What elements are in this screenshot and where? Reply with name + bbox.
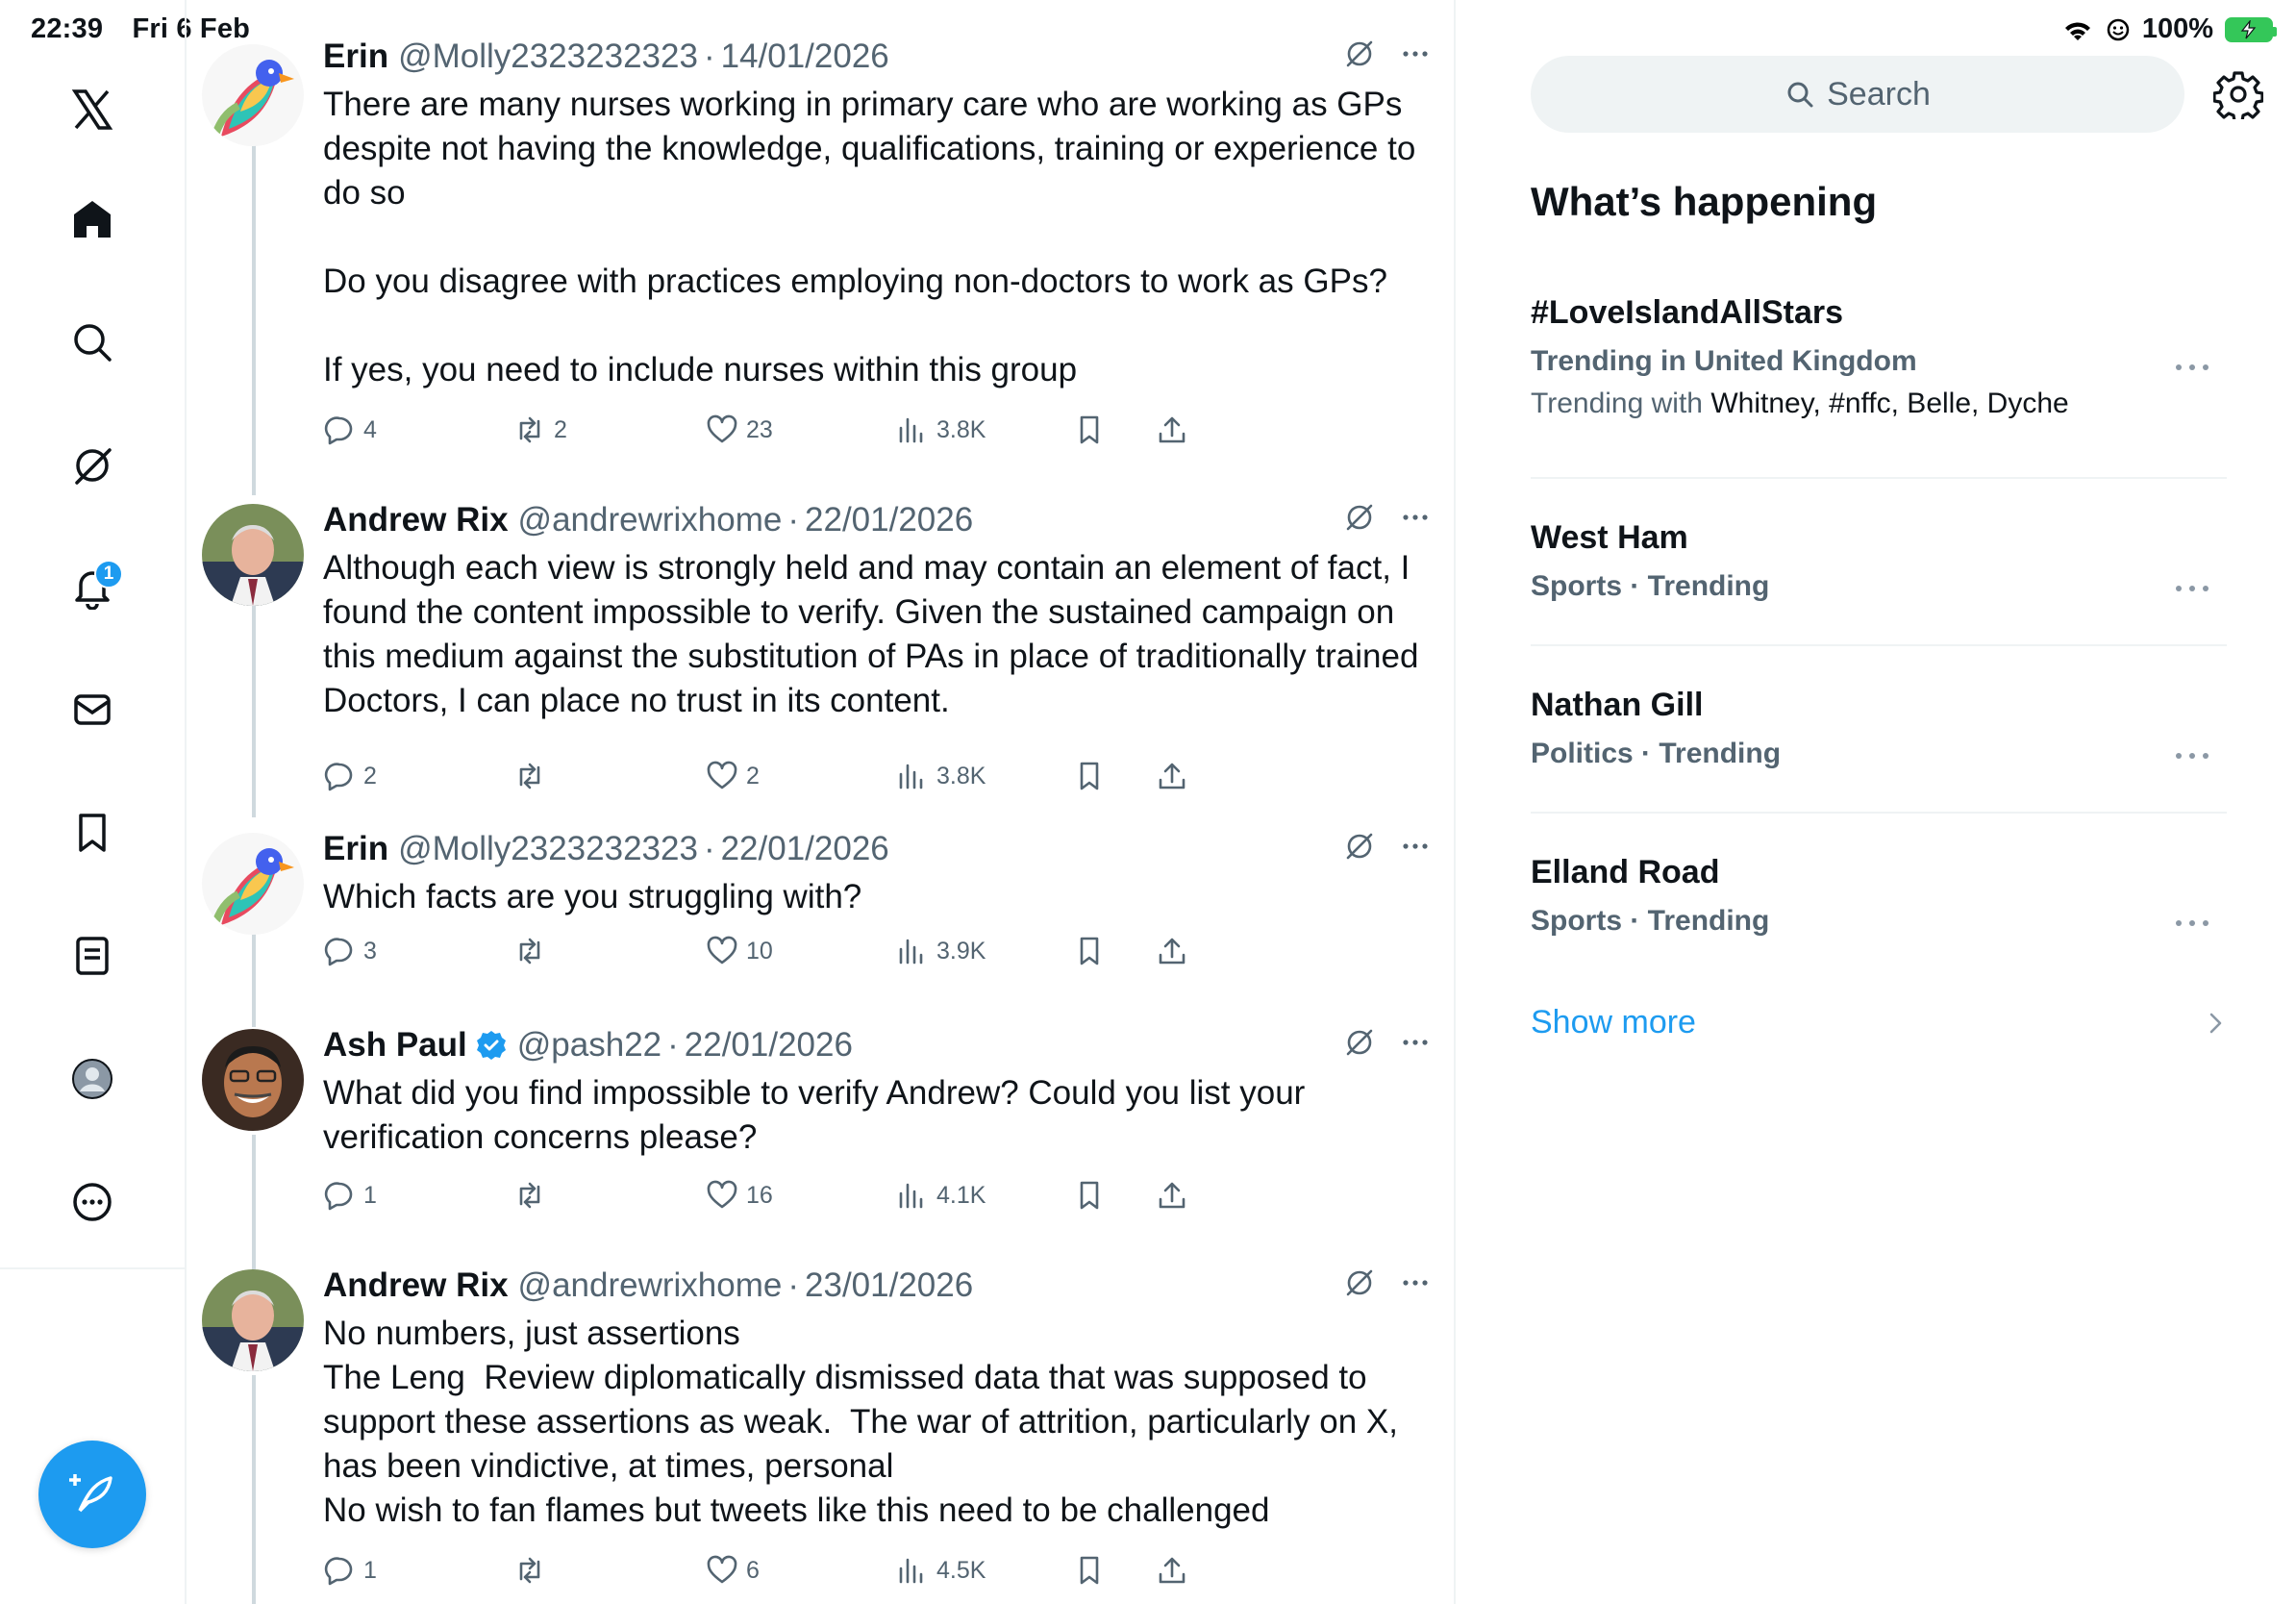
search-bar[interactable]: [1531, 56, 2184, 133]
author-name[interactable]: Erin: [323, 830, 389, 867]
trend-item[interactable]: [1531, 519, 2227, 603]
view-count: 3.8K: [936, 762, 986, 789]
views-chart-icon: [896, 414, 929, 446]
status-time: 22:39: [31, 13, 104, 44]
nav-divider: [0, 1267, 185, 1269]
share-button[interactable]: [1156, 1554, 1188, 1587]
reply-icon: [323, 935, 356, 967]
show-more-link[interactable]: Show more: [1531, 1004, 1696, 1040]
tweet-text: What did you find impossible to verify Andrew? Could you list your verification concerns please?: [323, 1074, 1315, 1156]
compose-post-button[interactable]: [38, 1441, 146, 1548]
chevron-right-icon[interactable]: [2206, 1010, 2227, 1037]
heart-icon: [706, 1554, 738, 1587]
views-button[interactable]: [896, 414, 986, 446]
explore-search-icon[interactable]: [58, 308, 127, 377]
tweet-tools: [1342, 500, 1433, 535]
author-handle[interactable]: @pash22: [516, 1026, 662, 1064]
view-count: 3.8K: [936, 415, 986, 443]
reply-icon: [323, 1554, 356, 1587]
author-name[interactable]: Andrew Rix: [323, 1266, 509, 1304]
tweet-actions: [323, 760, 1419, 802]
bookmark-icon: [1073, 760, 1106, 792]
reply-button[interactable]: [323, 935, 377, 967]
tweet-tools: [1342, 829, 1433, 864]
views-chart-icon: [896, 760, 929, 792]
grok-icon[interactable]: [1342, 829, 1377, 864]
tweet-header: [323, 500, 1419, 540]
reply-icon: [323, 1179, 356, 1212]
bookmark-icon: [1073, 1554, 1106, 1587]
conversation-timeline: [187, 0, 1456, 1604]
tweet-header: [323, 829, 1419, 869]
repost-button[interactable]: [513, 1179, 554, 1212]
tweet-tools: [1342, 1025, 1433, 1060]
bookmark-icon: [1073, 935, 1106, 967]
view-count: 3.9K: [936, 937, 986, 965]
more-dots-icon[interactable]: [1398, 37, 1433, 71]
avatar-ash-paul[interactable]: [202, 1029, 304, 1131]
trend-item[interactable]: [1531, 854, 2227, 938]
more-dots-icon[interactable]: [1398, 829, 1433, 864]
tweet-tools: [1342, 37, 1433, 71]
author-handle[interactable]: @andrewrixhome: [517, 501, 783, 539]
trend-context: Sports · Trending: [1531, 570, 1770, 602]
repost-icon: [513, 935, 546, 967]
thread-connector: [252, 931, 256, 1027]
grok-icon[interactable]: [1342, 500, 1377, 535]
trend-name: Elland Road: [1531, 854, 1720, 890]
separator-dot: ·: [787, 1266, 800, 1304]
bookmarks-icon[interactable]: [58, 798, 127, 867]
like-count: 10: [746, 937, 773, 965]
grok-icon[interactable]: [1342, 1025, 1377, 1060]
tweet-date[interactable]: 22/01/2026: [720, 830, 889, 867]
repost-button[interactable]: [513, 760, 554, 792]
trend-item[interactable]: [1531, 687, 2227, 770]
heart-icon: [706, 414, 738, 446]
like-count: 6: [746, 1556, 760, 1584]
trend-with: [1531, 388, 2227, 420]
avatar-andrew-rix[interactable]: [202, 1269, 304, 1371]
tweet-actions: [323, 1179, 1419, 1221]
reply-button[interactable]: [323, 1179, 377, 1212]
compose-feather-icon: [66, 1468, 118, 1520]
settings-gear-icon[interactable]: [2213, 69, 2263, 119]
status-date: Fri 6 Feb: [132, 13, 251, 44]
share-button[interactable]: [1156, 414, 1188, 446]
search-icon: [1784, 79, 1815, 110]
reply-button[interactable]: [323, 414, 377, 446]
grok-icon[interactable]: [1342, 1266, 1377, 1300]
grok-icon[interactable]: [58, 431, 127, 500]
view-count: 4.1K: [936, 1181, 986, 1209]
notifications-bell-icon[interactable]: [58, 552, 127, 621]
avatar-erin[interactable]: [202, 833, 304, 935]
repost-icon: [513, 760, 546, 792]
tweet-tools: [1342, 1266, 1433, 1300]
repost-button[interactable]: [513, 1554, 554, 1587]
verified-badge-icon[interactable]: [475, 1029, 508, 1062]
share-icon: [1156, 414, 1188, 446]
trend-context: Politics · Trending: [1531, 738, 1782, 769]
notifications-badge: 1: [94, 560, 123, 589]
like-count: 23: [746, 415, 773, 443]
bookmark-button[interactable]: [1073, 935, 1106, 967]
trend-with-label: Trending with: [1531, 388, 1703, 419]
author-handle[interactable]: @andrewrixhome: [517, 1266, 783, 1304]
repost-icon: [513, 1554, 546, 1587]
tweet-text: No numbers, just assertions The Leng Review diplomatically dismissed data that was supposed to support these assertions as weak. The war of attrition, particularly on X, has been vindictive, at times, personal No wish to fan flames but tweets like this need to be challenged: [323, 1315, 1398, 1529]
share-icon: [1156, 760, 1188, 792]
trend-more-dots-icon[interactable]: [2173, 750, 2211, 762]
repost-count: 2: [554, 415, 567, 443]
like-count: 2: [746, 762, 760, 789]
trend-context: Trending in United Kingdom: [1531, 345, 1917, 377]
separator-dot: ·: [667, 1026, 679, 1064]
whats-happening-heading: What’s happening: [1531, 179, 1878, 224]
tweet-text: Although each view is strongly held and may contain an element of fact, I found the content impossible to verify. Given the sustained campaign on this medium against the substitution of PAs in place of traditionally trained Doctors, I can place no trust in its content.: [323, 549, 1429, 719]
bookmark-button[interactable]: [1073, 1179, 1106, 1212]
share-button[interactable]: [1156, 1179, 1188, 1212]
like-button[interactable]: [706, 935, 773, 967]
trend-name: Nathan Gill: [1531, 687, 1704, 723]
tweet-text: Which facts are you struggling with?: [323, 878, 862, 915]
tweet-actions: [323, 935, 1419, 977]
trend-more-dots-icon[interactable]: [2173, 362, 2211, 373]
separator-dot: ·: [787, 501, 800, 539]
separator-dot: ·: [703, 38, 715, 75]
repost-icon: [513, 414, 546, 446]
heart-icon: [706, 760, 738, 792]
bookmark-button[interactable]: [1073, 1554, 1106, 1587]
like-button[interactable]: [706, 760, 760, 792]
reply-count: 1: [363, 1556, 377, 1584]
more-dots-icon[interactable]: [1398, 500, 1433, 535]
views-button[interactable]: [896, 1554, 986, 1587]
tweet-header: [323, 37, 1419, 77]
share-button[interactable]: [1156, 760, 1188, 792]
tweet-actions: [323, 414, 1419, 456]
reply-icon: [323, 414, 356, 446]
share-icon: [1156, 1554, 1188, 1587]
share-icon: [1156, 935, 1188, 967]
messages-envelope-icon[interactable]: [58, 675, 127, 744]
tweet-header: [323, 1266, 1419, 1306]
battery-percent: 100%: [2141, 13, 2213, 44]
reply-count: 3: [363, 937, 377, 965]
tweet-date[interactable]: 14/01/2026: [720, 38, 889, 75]
right-sidebar: [1456, 0, 2296, 1604]
side-nav: [0, 0, 187, 1604]
author-handle[interactable]: @Molly2323232323: [398, 38, 698, 75]
repost-button[interactable]: [513, 414, 567, 446]
share-button[interactable]: [1156, 935, 1188, 967]
thread-connector: [252, 1375, 256, 1604]
like-count: 16: [746, 1181, 773, 1209]
trend-name: #LoveIslandAllStars: [1531, 294, 1844, 331]
trend-divider: [1531, 812, 2227, 814]
tweet-actions: [323, 1554, 1419, 1596]
trend-with-items: Whitney, #nffc, Belle, Dyche: [1710, 388, 2069, 419]
x-logo-icon[interactable]: [58, 75, 127, 144]
thread-connector: [252, 604, 256, 817]
share-icon: [1156, 1179, 1188, 1212]
bookmark-button[interactable]: [1073, 414, 1106, 446]
heart-icon: [706, 935, 738, 967]
thread-connector: [252, 1135, 256, 1269]
views-button[interactable]: [896, 935, 986, 967]
avatar-andrew-rix[interactable]: [202, 504, 304, 606]
views-button[interactable]: [896, 760, 986, 792]
trend-context: Sports · Trending: [1531, 905, 1770, 937]
reply-button[interactable]: [323, 1554, 377, 1587]
reply-count: 2: [363, 762, 377, 789]
views-chart-icon: [896, 935, 929, 967]
tweet-date[interactable]: 22/01/2026: [805, 501, 974, 539]
view-count: 4.5K: [936, 1556, 986, 1584]
tweet-date[interactable]: 22/01/2026: [684, 1026, 853, 1064]
like-button[interactable]: [706, 1179, 773, 1212]
profile-avatar-icon[interactable]: [58, 1044, 127, 1114]
thread-connector: [252, 144, 256, 495]
lists-icon[interactable]: [58, 921, 127, 990]
author-name[interactable]: Andrew Rix: [323, 501, 509, 539]
more-dots-icon[interactable]: [1398, 1025, 1433, 1060]
bookmark-icon: [1073, 414, 1106, 446]
views-button[interactable]: [896, 1179, 986, 1212]
tweet-header: [323, 1025, 1419, 1065]
heart-icon: [706, 1179, 738, 1212]
reply-count: 1: [363, 1181, 377, 1209]
author-handle[interactable]: @Molly2323232323: [398, 830, 698, 867]
grok-icon[interactable]: [1342, 37, 1377, 71]
trend-item[interactable]: [1531, 294, 2227, 420]
author-name[interactable]: Erin: [323, 38, 389, 75]
bookmark-button[interactable]: [1073, 760, 1106, 792]
reply-count: 4: [363, 415, 377, 443]
views-chart-icon: [896, 1554, 929, 1587]
tweet-text: There are many nurses working in primary care who are working as GPs despite not having the knowledge, qualifications, training or experience to do so Do you disagree with practices employing non-doctors to work as GPs? If yes, you need to include nurses within this group: [323, 86, 1416, 388]
like-button[interactable]: [706, 414, 773, 446]
views-chart-icon: [896, 1179, 929, 1212]
reply-button[interactable]: [323, 760, 377, 792]
search-placeholder: Search: [1827, 75, 1931, 113]
trend-more-dots-icon[interactable]: [2173, 583, 2211, 594]
tweet-date[interactable]: 23/01/2026: [805, 1266, 974, 1304]
like-button[interactable]: [706, 1554, 760, 1587]
more-options-icon[interactable]: [58, 1167, 127, 1237]
separator-dot: ·: [703, 830, 715, 867]
avatar-erin[interactable]: [202, 44, 304, 146]
trend-name: West Ham: [1531, 519, 1688, 556]
more-dots-icon[interactable]: [1398, 1266, 1433, 1300]
bookmark-icon: [1073, 1179, 1106, 1212]
repost-button[interactable]: [513, 935, 554, 967]
trend-divider: [1531, 644, 2227, 646]
trend-divider: [1531, 477, 2227, 479]
author-name[interactable]: Ash Paul: [323, 1026, 467, 1064]
repost-icon: [513, 1179, 546, 1212]
trend-more-dots-icon[interactable]: [2173, 917, 2211, 929]
home-icon[interactable]: [58, 185, 127, 254]
reply-icon: [323, 760, 356, 792]
